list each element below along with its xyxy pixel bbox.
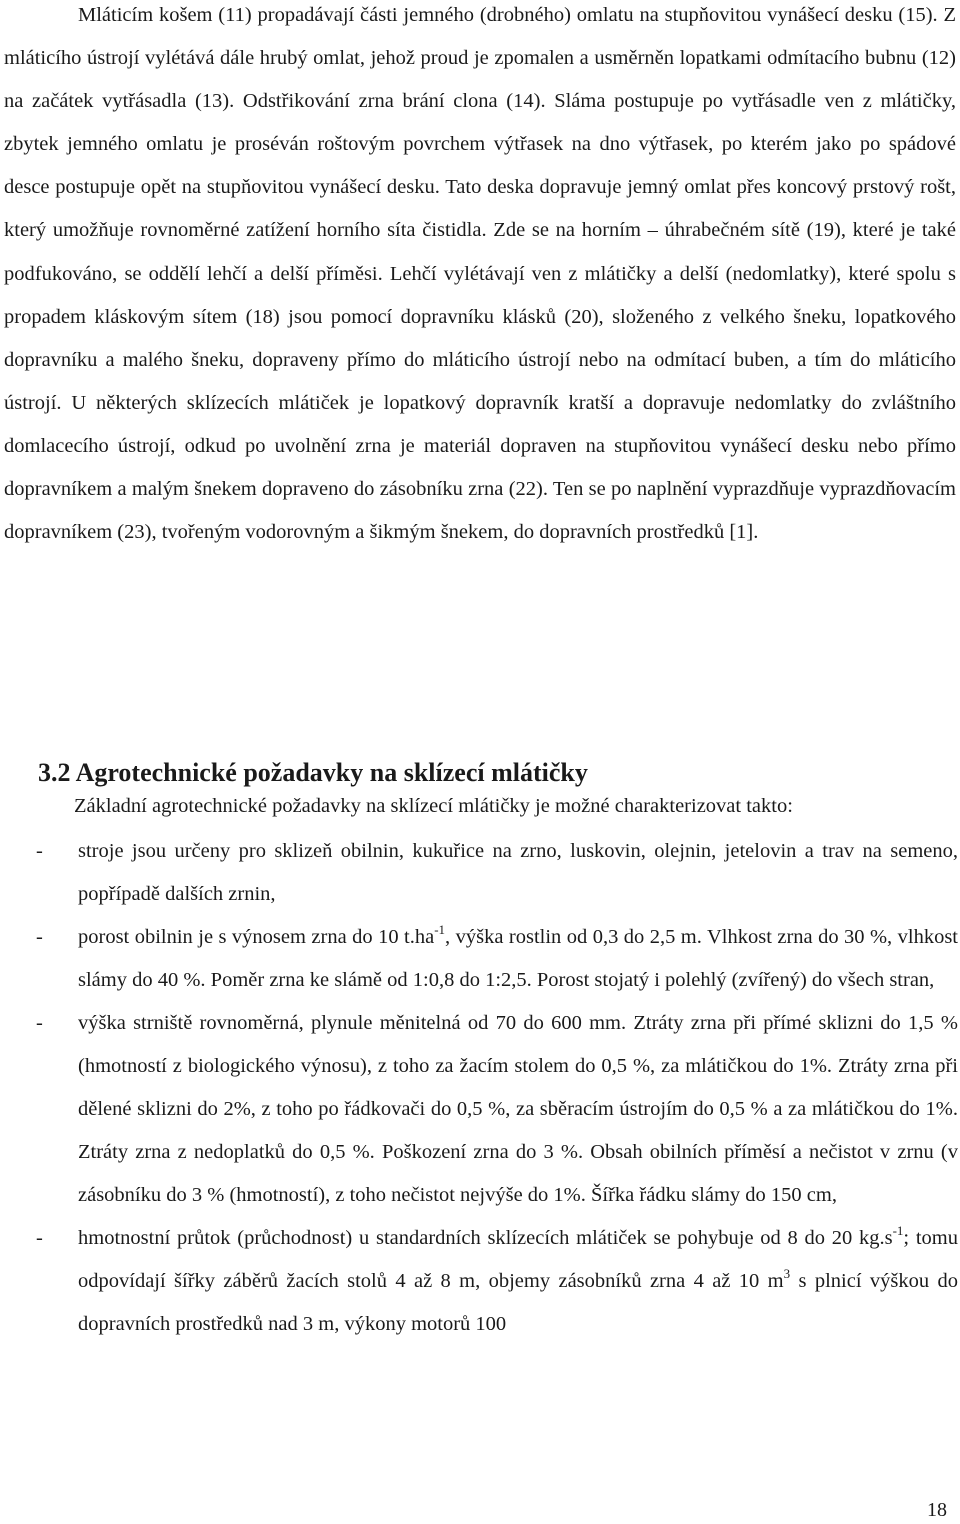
list-item	[0, 916, 960, 1002]
section-intro: Základní agrotechnické požadavky na sklízecí mlátičky je možné charakterizovat takto:	[74, 795, 793, 817]
superscript: -1	[892, 1223, 904, 1238]
superscript: 3	[783, 1266, 791, 1281]
list-item-text-part: ; tomu odpovídají šířky záběrů žacích stolů 4 až 8 m, objemy zásobníků zrna 4 až 10 m	[78, 1227, 958, 1292]
list-item	[0, 1217, 960, 1346]
list-item-text: stroje jsou určeny pro sklizeň obilnin, kukuřice na zrno, luskovin, olejnin, jetelovin a trav na semeno, popřípadě dalších zrnin,	[78, 840, 958, 905]
list-item	[0, 830, 960, 916]
body-paragraph: Mláticím košem (11) propadávají části jemného (drobného) omlatu na stupňovitou vynášecí desku (15). Z mláticího ústrojí vylétává dále hrubý omlat, jehož proud je zpomalen a usměrněn lopatkami odmítacího bubnu (12) na začátek vytřásadla (13). Odstřikování zrna brání clona (14). Sláma postupuje po vytřásadle ven z mlátičky, zbytek jemného omlatu je proséván roštovým povrchem výtřasek na dno výtřasek, po kterém jako po spádové desce postupuje opět na stupňovitou vynášecí desku. Tato deska dopravuje jemný omlat přes koncový prstový rošt, který umožňuje rovnoměrné zatížení horního síta čistidla. Zde se na horním – úhrabečném sítě (19), které je také podfukováno, se oddělí lehčí a delší příměsi. Lehčí vylétávají ven z mlátičky a delší (nedomlatky), které spolu s propadem kláskovým sítem (18) jsou pomocí dopravníku klásků (20), složeného z velkého šneku, lopatkového dopravníku a malého šneku, dopraveny přímo do mláticího ústrojí nebo na odmítací buben, a tím do mláticího ústrojí. U některých sklízecích mlátiček je lopatkový dopravník kratší a dopravuje nedomlatky do zvláštního domlacecího ústrojí, odkud po uvolnění zrna je materiál dopraven na stupňovitou vynášecí desku nebo přímo dopravníkem a malým šnekem dopraveno do zásobníku zrna (22). Ten se po naplnění vyprazdňuje vyprazdňovacím dopravníkem (23), tvořeným vodorovným a šikmým šnekem, do dopravních prostředků [1].	[4, 4, 956, 544]
superscript: -1	[434, 922, 446, 937]
list-item-text-part: s plnicí výškou do dopravních prostředků nad 3 m, výkony motorů 100	[78, 1270, 958, 1335]
list-item-text-part: , výška rostlin od 0,3 do 2,5 m. Vlhkost zrna do 30 %, vlhkost slámy do 40 %. Poměr zrna ke slámě od 1:0,8 do 1:2,5. Porost stojatý i polehlý (zvířený) do všech stran,	[78, 926, 958, 991]
list-item-text: výška strniště rovnoměrná, plynule měnitelná od 70 do 600 mm. Ztráty zrna při přímé sklizni do 1,5 % (hmotností z biologického výnosu), z toho za žacím stolem do 0,5 %, za mlátičkou do 1%. Ztráty zrna při dělené sklizni do 2%, z toho po řádkovači do 0,5 %, za sběracím ústrojím do 0,5 % a za mlátičkou do 1%. Ztráty zrna z nedoplatků do 0,5 %. Poškození zrna do 3 %. Obsah obilních příměsí a nečistot v zrnu (v zásobníku do 3 % (hmotností), z toho nečistot nejvýše do 1%. Šířka řádku slámy do 150 cm,	[78, 1012, 958, 1206]
page-number: 18	[927, 1499, 947, 1521]
list-item-text-part: porost obilnin je s výnosem zrna do 10 t.ha	[78, 926, 435, 948]
list-dash: -	[36, 840, 43, 862]
section-heading: 3.2 Agrotechnické požadavky na sklízecí mlátičky	[38, 758, 588, 787]
list-dash: -	[36, 1012, 43, 1034]
list-item	[0, 1002, 960, 1217]
list-item-text-part: hmotnostní průtok (průchodnost) u standardních sklízecích mlátiček se pohybuje od 8 do 20 kg.s	[78, 1227, 893, 1249]
list-dash: -	[36, 926, 43, 948]
list-item-text	[78, 916, 958, 1002]
list-item-text	[78, 1217, 958, 1346]
requirements-list	[0, 830, 960, 1346]
list-dash: -	[36, 1227, 43, 1249]
